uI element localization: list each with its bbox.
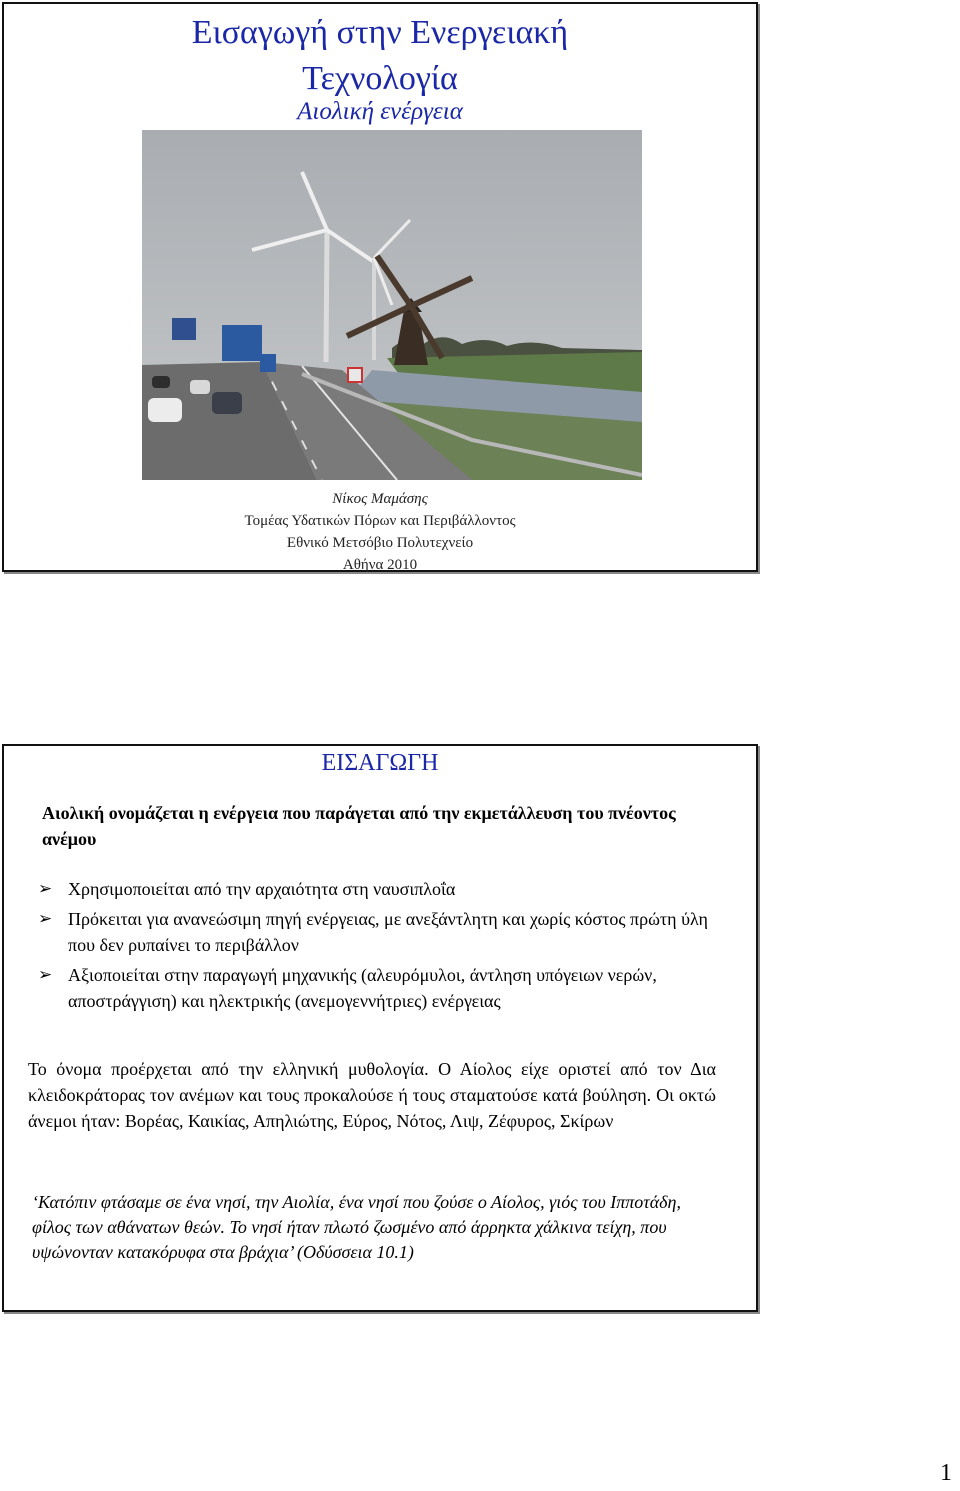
intro-text: Αιολική ονομάζεται η ενέργεια που παράγεται από την εκμετάλλευση του πνέοντος ανέμου: [42, 803, 676, 849]
author-name: Νίκος Μαμάσης: [332, 491, 428, 507]
list-item-text: Πρόκειται για ανανεώσιμη πηγή ενέργειας, με ανεξάντλητη και χωρίς κόστος πρώτη ύλη που δεν ρυπαίνει το περιβάλλον: [68, 909, 708, 955]
title-line-1: Εισαγωγή στην Ενεργειακή: [191, 14, 569, 51]
title-line-2: Τεχνολογία: [302, 60, 458, 97]
wind-turbines-windmill-highway-photo-icon: [142, 130, 642, 480]
bullet-list: [38, 876, 718, 1018]
page-number: 1: [940, 1460, 952, 1486]
arrow-bullet-icon: ➢: [38, 879, 53, 898]
list-item: [38, 962, 718, 1014]
list-item-text: Αξιοποιείται στην παραγωγή μηχανικής (αλευρόμυλοι, άντληση υπόγειων νερών, αποστράγγιση) και ηλεκτρικής (ανεμογεννήτριες) ενέργειας: [68, 965, 657, 1011]
slide-title: ΕΙΣΑΓΩΓΗ: [321, 750, 439, 776]
university-name: Εθνικό Μετσόβιο Πολυτεχνείο: [286, 535, 474, 551]
credits: [4, 488, 756, 576]
place-year: Αθήνα 2010: [342, 557, 418, 573]
slide-title: [4, 10, 756, 102]
arrow-bullet-icon: ➢: [38, 909, 53, 928]
list-item: [38, 876, 718, 902]
slide-subtitle: Αιολική ενέργεια: [297, 98, 463, 125]
list-item-text: Χρησιμοποιείται από την αρχαιότητα στη ναυσιπλοΐα: [68, 879, 456, 899]
title-slide: [2, 2, 758, 572]
wind-turbines-photo: [142, 130, 642, 480]
list-item: [38, 906, 718, 958]
arrow-bullet-icon: ➢: [38, 965, 53, 984]
mythology-paragraph: Το όνομα προέρχεται από την ελληνική μυθολογία. Ο Αίολος είχε οριστεί από τον Δια κλειδοκράτορας τον ανέμων και τους προκαλούσε ή τους σταματούσε κατά βούληση. Οι οκτώ άνεμοι ήταν: Βορέας, Καικίας, Απηλιώτης, Εύρος, Νότος, Λιψ, Ζέφυρος, Σκίρων: [28, 1059, 716, 1131]
intro-slide: [2, 744, 758, 1312]
department-name: Τομέας Υδατικών Πόρων και Περιβάλλοντος: [244, 513, 516, 529]
odyssey-quote: ‘Κατόπιν φτάσαμε σε ένα νησί, την Αιολία, ένα νησί που ζούσε ο Αίολος, γιός του Ιπποτάδη, φίλος των αθάνατων θεών. Το νησί ήταν πλωτό ζωσμένο από άρρηκτα χάλκινα τείχη, που υψώνονταν κατακόρυφα στα βράχια’ (Οδύσσεια 10.1): [32, 1192, 681, 1262]
